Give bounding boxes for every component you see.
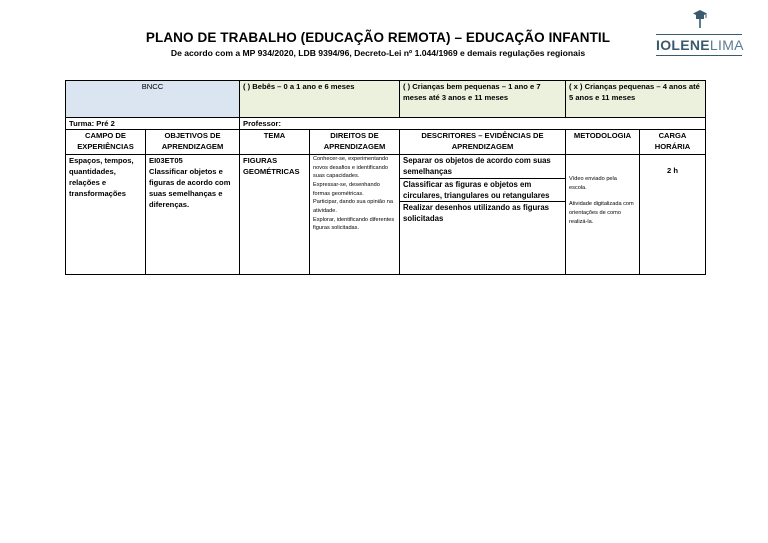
metodologia-item: Vídeo enviado pela escola. [569,176,617,191]
logo-wordmark-part1: IOLENE [656,37,710,53]
direitos-cell [310,155,400,275]
work-plan-table [65,80,706,275]
direito-item: Expressar-se, desenhando formas geométricas. [313,181,380,197]
direito-item: Conhecer-se, experimentando novos desafios e identificando suas capacidades. [313,156,389,180]
descritor-item: Realizar desenhos utilizando as figuras solicitadas [403,203,550,224]
column-headers [66,130,706,155]
objetivo-code: EI03ET05 [149,156,183,165]
objetivo-cell [146,155,240,275]
professor-cell: Professor: [240,118,706,130]
brand-logo [656,8,746,56]
age-group-toddlers: ( ) Crianças bem pequenas – 1 ano e 7 meses até 3 anos e 11 meses [400,81,566,118]
header-descritores: DESCRITORES – EVIDÊNCIAS DE APRENDIZAGEM [400,130,566,155]
metodologia-item: Atividade digitalizada com orientações de como realizá-la. [569,201,634,225]
page-subtitle: De acordo com a MP 934/2020, LDB 9394/96, Decreto-Lei nº 1.044/1969 e demais regulações regionais [170,48,586,58]
carga-cell: 2 h [640,155,706,275]
direito-item: Participar, dando sua opinião na atividade. [313,199,393,214]
page-title: PLANO DE TRABALHO (EDUCAÇÃO REMOTA) – EDUCAÇÃO INFANTIL [145,30,611,45]
graduation-cap-icon [692,8,708,30]
tema-cell: FIGURAS GEOMÉTRICAS [240,155,310,275]
header-carga: CARGA HORÁRIA [640,130,706,155]
campo-cell: Espaços, tempos, quantidades, relações e transformações [66,155,146,275]
table-row [66,155,706,275]
logo-wordmark-part2: LIMA [709,37,744,53]
turma-cell: Turma: Pré 2 [66,118,240,130]
age-group-small-children: ( x ) Crianças pequenas – 4 anos até 5 anos e 11 meses [566,81,706,118]
descritor-item: Classificar as figuras e objetos em circulares, triangulares ou retangulares [400,179,565,203]
logo-wordmark [656,34,742,56]
age-group-babies: ( ) Bebês – 0 a 1 ano e 6 meses [240,81,400,118]
metodologia-cell [566,155,640,275]
header-direitos: DIREITOS DE APRENDIZAGEM [310,130,400,155]
header-objetivos: OBJETIVOS DE APRENDIZAGEM [146,130,240,155]
document-header [0,30,768,58]
header-tema: TEMA [240,130,310,155]
descritores-cell [400,155,566,275]
descritor-item: Separar os objetos de acordo com suas semelhanças [400,155,565,179]
header-metodologia: METODOLOGIA [566,130,640,155]
header-campo: CAMPO DE EXPERIÊNCIAS [66,130,146,155]
direito-item: Explorar, identificando diferentes figuras solicitadas. [313,216,395,232]
objetivo-text: Classificar objetos e figuras de acordo com suas semelhanças e diferenças. [149,167,231,209]
bncc-label-cell: BNCC [66,81,240,118]
